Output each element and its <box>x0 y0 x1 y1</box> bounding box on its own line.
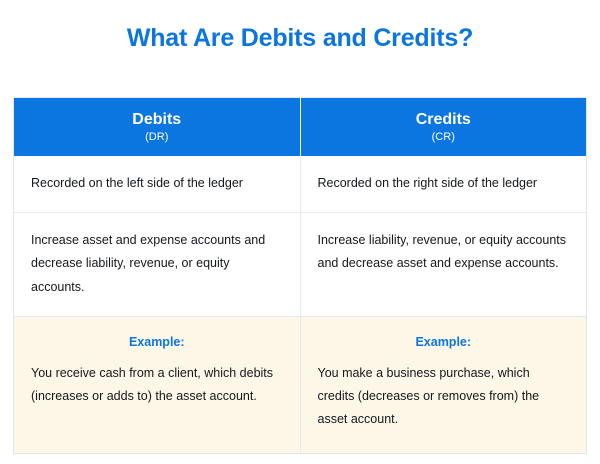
example-label-credits: Example: <box>415 334 472 349</box>
cell-debits-effect: Increase asset and expense accounts and decrease liability, revenue, or equity accounts. <box>14 213 300 316</box>
debits-credits-table <box>13 97 587 454</box>
example-text-debits: You receive cash from a client, which debits (increases or adds to) the asset account. <box>31 365 274 403</box>
table-header <box>14 98 586 156</box>
table-row <box>14 156 586 213</box>
cell-debits-recorded: Recorded on the left side of the ledger <box>31 176 243 191</box>
table-body <box>14 156 586 453</box>
cell-credits-effect: Increase liability, revenue, or equity accounts and decrease asset and expense accounts. <box>300 213 586 316</box>
column-header-debits <box>14 98 300 156</box>
example-text-credits: You make a business purchase, which credits (decreases or removes from) the asset account. <box>317 365 540 427</box>
table-row <box>14 213 586 316</box>
cell-credits-example <box>300 316 586 453</box>
column-header-debits-abbr: (DR) <box>145 131 169 144</box>
cell-credits-recorded: Recorded on the right side of the ledger <box>300 156 586 213</box>
column-header-debits-title: Debits <box>132 111 182 128</box>
example-label-debits: Example: <box>128 334 185 349</box>
table-row-example <box>14 316 586 453</box>
cell-debits-example <box>14 316 300 453</box>
table-header-row <box>14 98 586 156</box>
page-title: What Are Debits and Credits? <box>126 24 474 52</box>
column-header-credits-title: Credits <box>415 111 471 128</box>
column-header-credits <box>300 98 586 156</box>
column-header-credits-abbr: (CR) <box>431 131 455 144</box>
comparison-table <box>14 98 586 453</box>
